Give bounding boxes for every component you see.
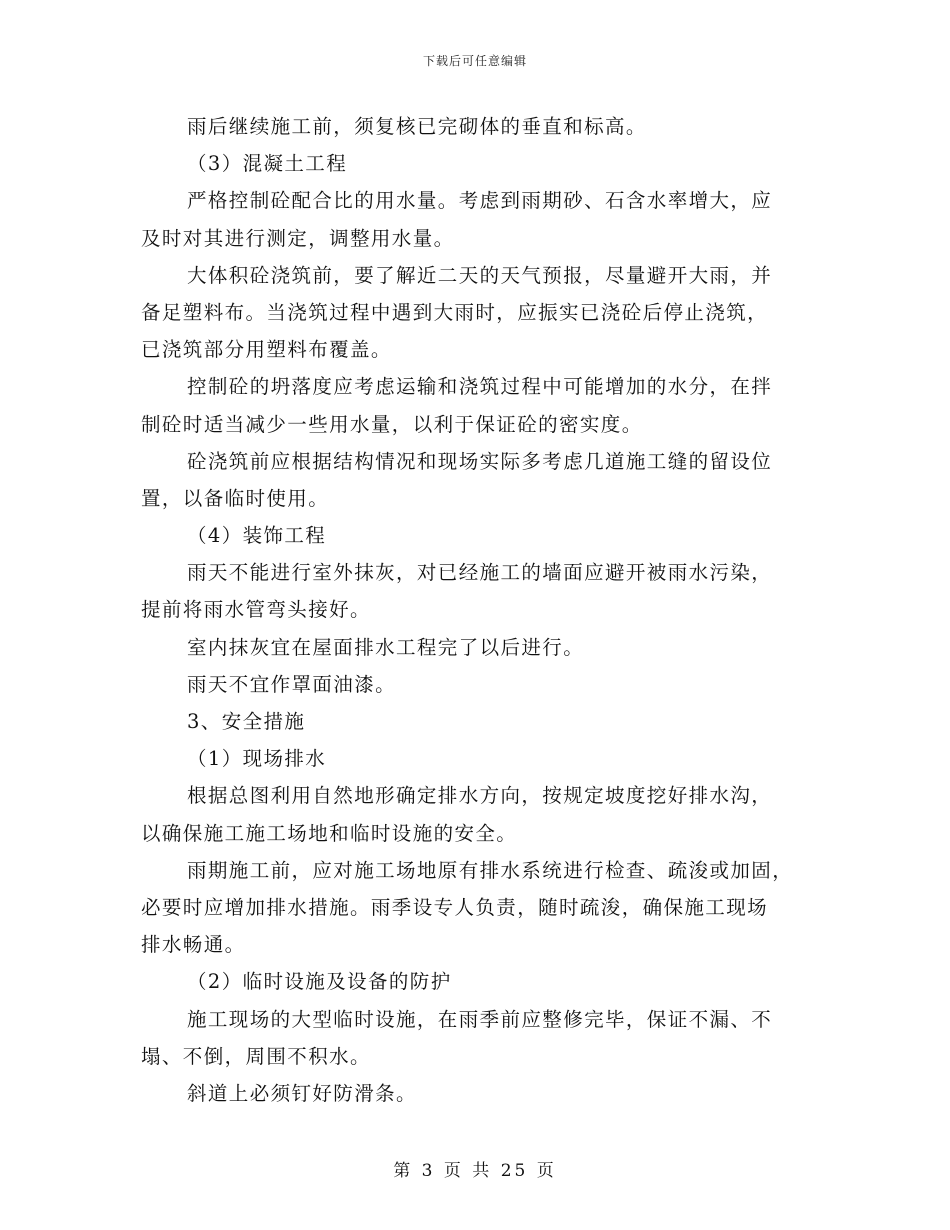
paragraph-line: 塌、不倒，周围不积水。: [141, 1044, 371, 1068]
paragraph-line: 砼浇筑前应根据结构情况和现场实际多考虑几道施工缝的留设位: [187, 449, 773, 473]
paragraph-line: 置，以备临时使用。: [141, 486, 330, 510]
paragraph-line: 室内抹灰宜在屋面排水工程完了以后进行。: [187, 635, 585, 659]
section-heading: 3、安全措施: [187, 710, 306, 733]
paragraph-line: 严格控制砼配合比的用水量。考虑到雨期砂、石含水率增大，应: [187, 189, 773, 213]
section-heading: （2）临时设施及设备的防护: [187, 970, 452, 994]
section-heading: （3）混凝土工程: [187, 152, 348, 176]
paragraph-line: 雨期施工前，应对施工场地原有排水系统进行检查、疏浚或加固，: [187, 858, 794, 882]
paragraph-line: 制砼时适当减少一些用水量，以利于保证砼的密实度。: [141, 412, 643, 436]
paragraph-line: 及时对其进行测定，调整用水量。: [141, 226, 455, 250]
paragraph-line: 大体积砼浇筑前，要了解近二天的天气预报，尽量避开大雨，并: [187, 263, 773, 287]
paragraph-line: 控制砼的坍落度应考虑运输和浇筑过程中可能增加的水分，在拌: [187, 375, 773, 399]
paragraph-line: 斜道上必须钉好防滑条。: [187, 1081, 417, 1105]
document-body: [141, 108, 811, 1112]
paragraph-line: 排水畅通。: [141, 933, 246, 957]
paragraph-line: 雨天不能进行室外抹灰，对已经施工的墙面应避开被雨水污染，: [187, 561, 773, 585]
paragraph-line: 必要时应增加排水措施。雨季设专人负责，随时疏浚，确保施工现场: [141, 895, 769, 919]
paragraph-line: 提前将雨水管弯头接好。: [141, 598, 371, 622]
paragraph-line: 雨天不宜作罩面油漆。: [187, 672, 397, 696]
paragraph-line: 雨后继续施工前，须复核已完砌体的垂直和标高。: [187, 115, 647, 138]
paragraph-line: 备足塑料布。当浇筑过程中遇到大雨时，应振实已浇砼后停止浇筑，: [141, 300, 769, 324]
page-number-footer: 第 3 页 共 25 页: [393, 1161, 557, 1181]
paragraph-line: 以确保施工施工场地和临时设施的安全。: [141, 821, 518, 845]
section-heading: （1）现场排水: [187, 747, 327, 771]
page-header-note: 下载后可任意编辑: [422, 54, 527, 68]
section-heading: （4）装饰工程: [187, 524, 327, 548]
paragraph-line: 根据总图利用自然地形确定排水方向，按规定坡度挖好排水沟，: [187, 784, 773, 808]
paragraph-line: 已浇筑部分用塑料布覆盖。: [141, 338, 392, 362]
paragraph-line: 施工现场的大型临时设施，在雨季前应整修完毕，保证不漏、不: [187, 1007, 773, 1031]
